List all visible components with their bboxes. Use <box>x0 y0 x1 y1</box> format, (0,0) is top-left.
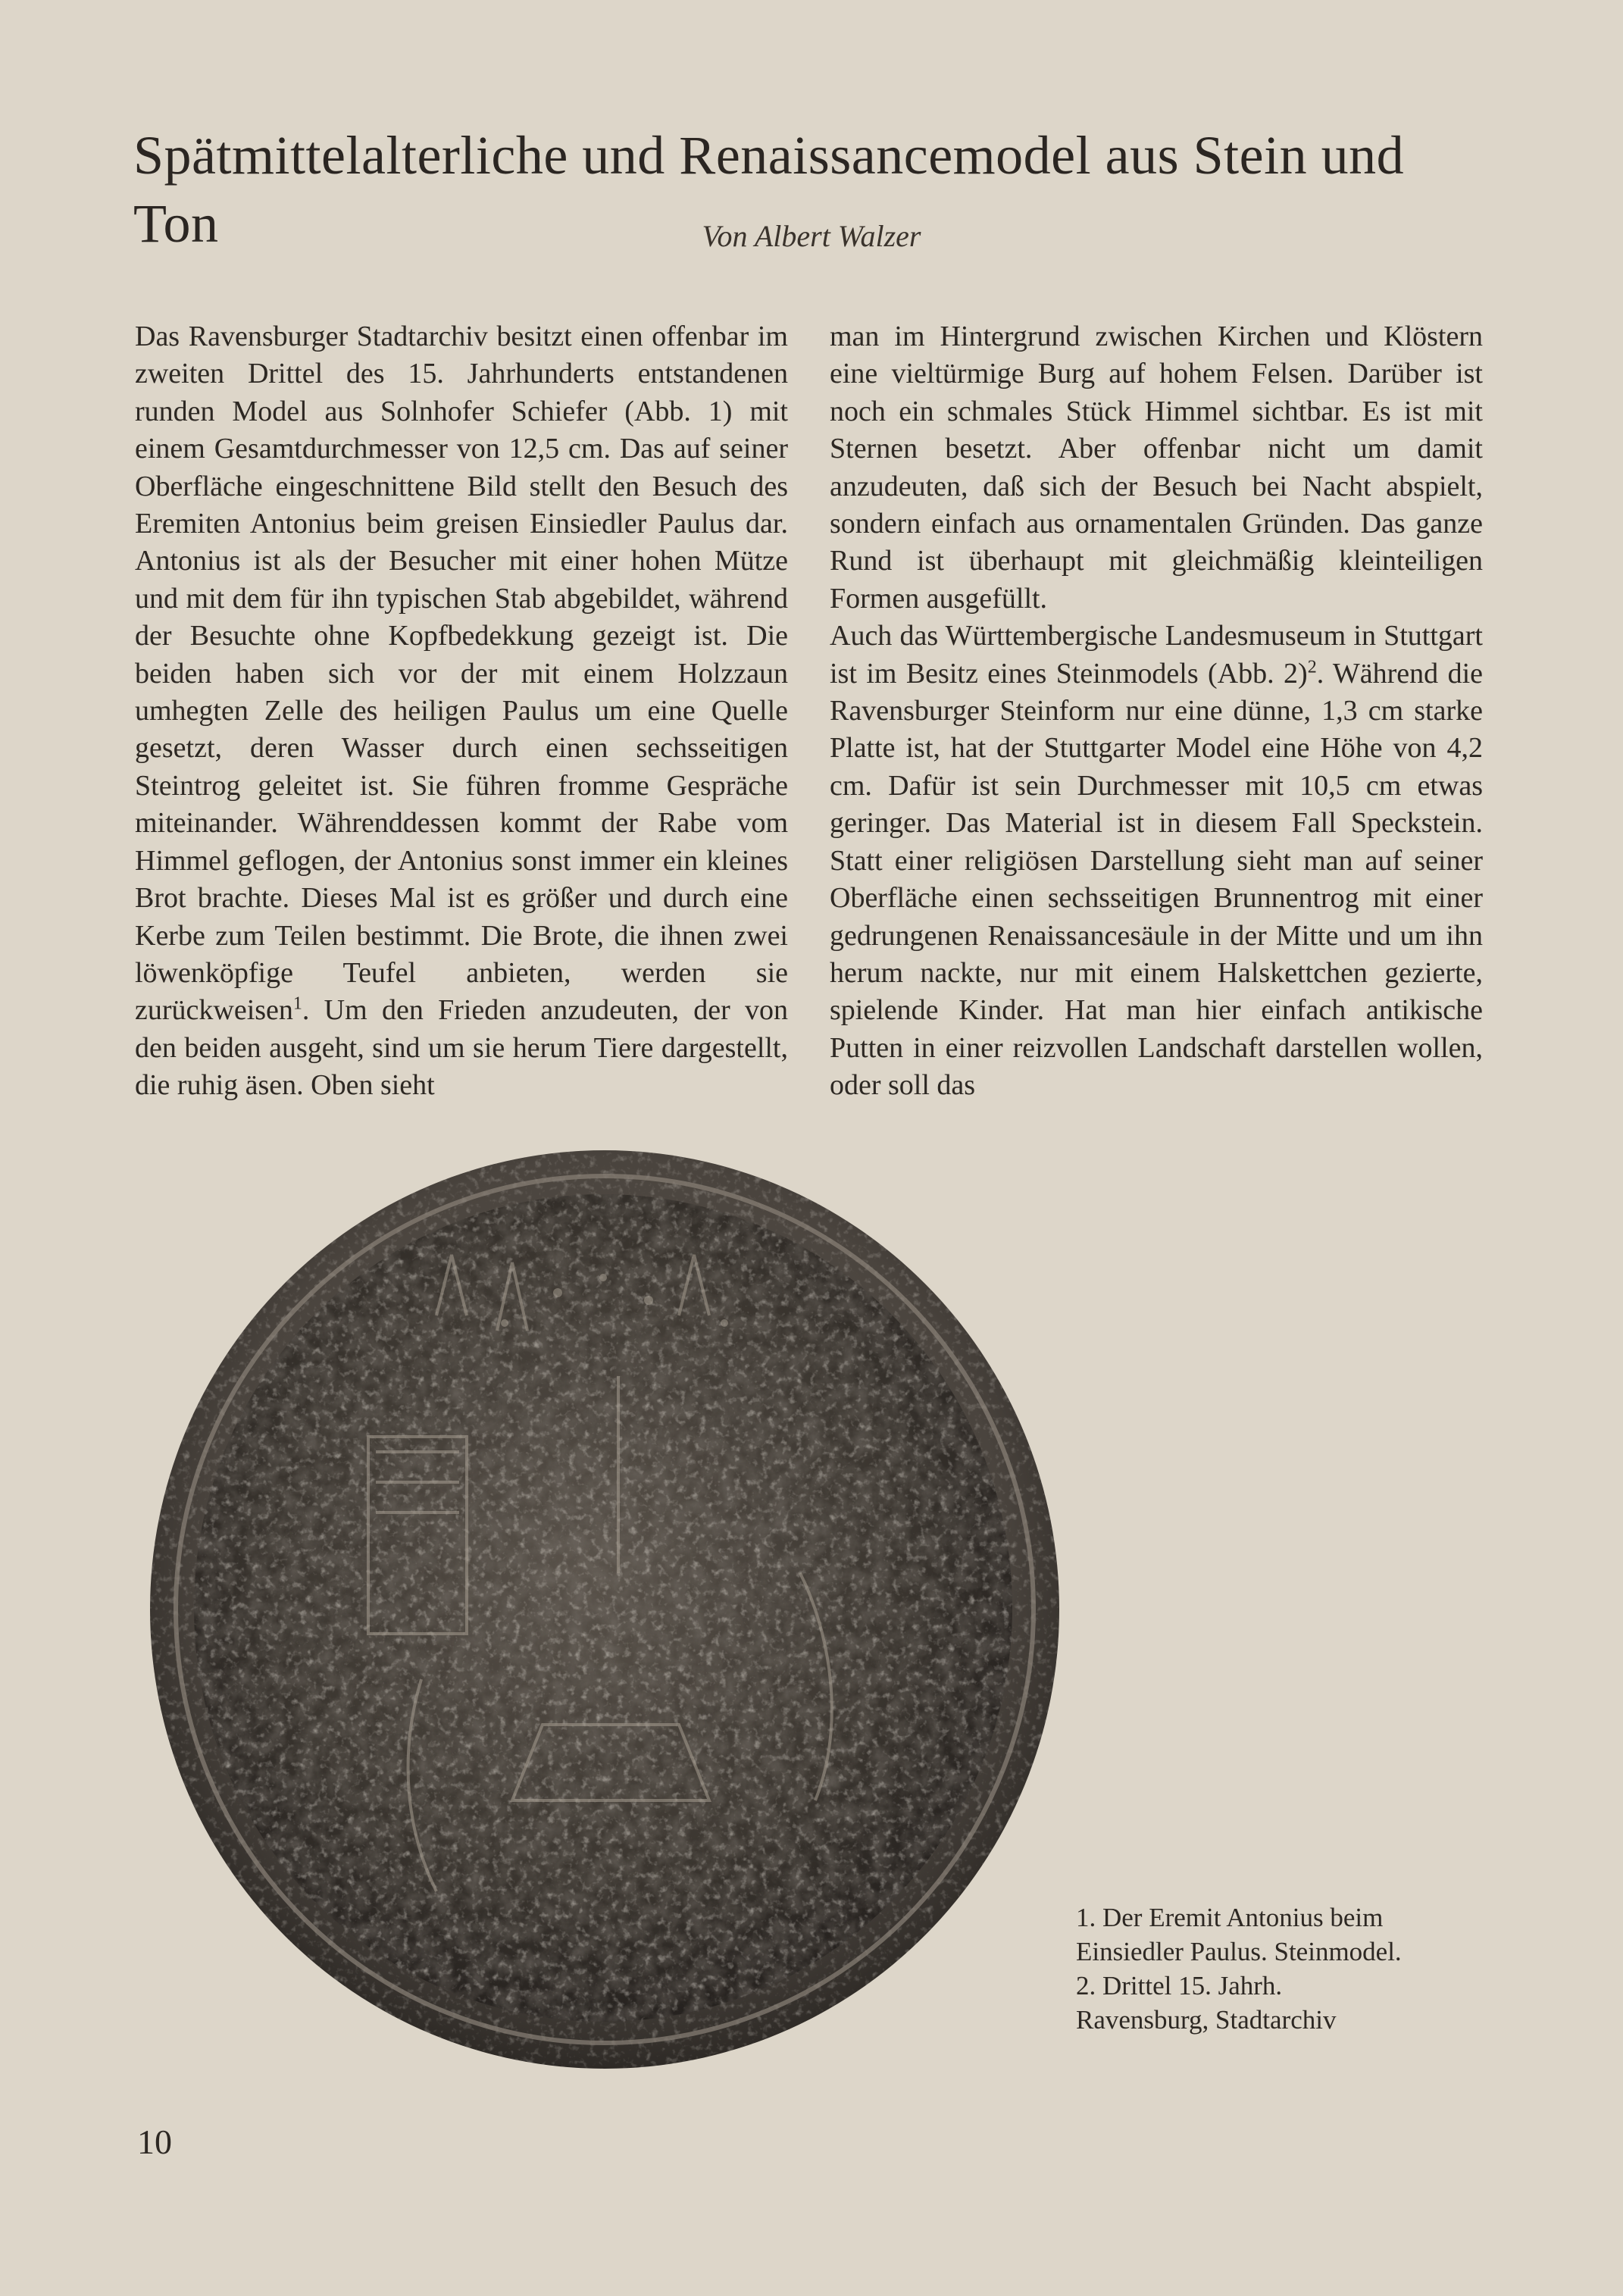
caption-line: 2. Drittel 15. Jahrh. <box>1076 1971 1283 2000</box>
paragraph: man im Hintergrund zwischen Kirchen und Klöstern eine vieltürmige Burg auf hohem Felsen. Darüber ist noch ein schmales Stück Himmel sichtbar. Es ist mit Sternen besetzt. Aber offenbar nicht um damit anzudeuten, daß sich der Besuch bei Nacht abspielt, sondern einfach aus ornamentalen Gründen. Das ganze Rund ist überhaupt mit gleichmäßig kleinteiligen Formen ausgefüllt. <box>830 321 1483 615</box>
paragraph-text-continued: . Während die Ravensburger Steinform nur eine dünne, 1,3 cm starke Platte ist, hat der Stuttgarter Model eine Höhe von 4,2 cm. Dafür ist sein Durchmesser mit 10,5 cm etwas geringer. Das Material ist in diesem Fall Speckstein. Statt einer religiösen Darstellung sieht man auf seiner Oberfläche einen sechsseitigen Brunnentrog mit einer gedrungenen Renaissancesäule in der Mitte und um ihn herum nackte, nur mit einem Halskettchen gezierte, spielende Kinder. Hat man hier einfach antikische Putten in einer reizvollen Landschaft darstellen wollen, oder soll das <box>830 657 1483 1102</box>
stone-mold-photo <box>149 1149 1061 2070</box>
footnote-marker: 1 <box>292 993 302 1014</box>
paragraph <box>135 318 788 1105</box>
paragraph-text-continued: . Um den Frieden anzudeuten, der von den beiden ausgeht, sind um sie herum Tiere dargestellt, die ruhig äsen. Oben sieht <box>135 994 788 1102</box>
article-author: Von Albert Walzer <box>702 219 921 253</box>
text-column-left <box>135 318 788 1105</box>
footnote-marker: 2 <box>1307 657 1317 677</box>
paragraph-text: Auch das Württembergische Landesmuseum in Stuttgart ist im Besitz eines Steinmodels (Abb. 2) <box>830 620 1483 690</box>
text-column-right <box>830 318 1483 1105</box>
figure-stone-mold <box>149 1149 1061 2070</box>
caption-line: Ravensburg, Stadtarchiv <box>1076 2005 1337 2035</box>
figure-caption <box>1076 1900 1500 2037</box>
caption-line: 1. Der Eremit Antonius beim <box>1076 1903 1384 1932</box>
page-number: 10 <box>137 2122 172 2161</box>
caption-line: Einsiedler Paulus. Steinmodel. <box>1076 1937 1402 1966</box>
paragraph <box>830 618 1483 1104</box>
article-title: Spätmittelalterliche und Renaissancemodel aus Stein und Ton <box>133 125 1405 254</box>
paragraph-text: Das Ravensburger Stadtarchiv besitzt einen offenbar im zweiten Drittel des 15. Jahrhunderts entstandenen runden Model aus Solnhofer Schiefer (Abb. 1) mit einem Gesamtdurchmesser von 12,5 cm. Das auf seiner Oberfläche eingeschnittene Bild stellt den Besuch des Eremiten Antonius beim greisen Einsiedler Paulus dar. Antonius ist als der Besucher mit einer hohen Mütze und mit dem für ihn typischen Stab abgebildet, während der Besuchte ohne Kopfbedekkung gezeigt ist. Die beiden haben sich vor der mit einem Holzzaun umhegten Zelle des heiligen Paulus um eine Quelle gesetzt, deren Wasser durch einen sechsseitigen Steintrog geleitet ist. Sie führen fromme Gespräche miteinander. Währenddessen kommt der Rabe vom Himmel geflogen, der Antonius sonst immer ein kleines Brot brachte. Dieses Mal ist es größer und durch eine Kerbe zum Teilen bestimmt. Die Brote, die ihnen zwei löwenköpfige Teufel anbieten, werden sie zurückweisen <box>135 321 788 1027</box>
